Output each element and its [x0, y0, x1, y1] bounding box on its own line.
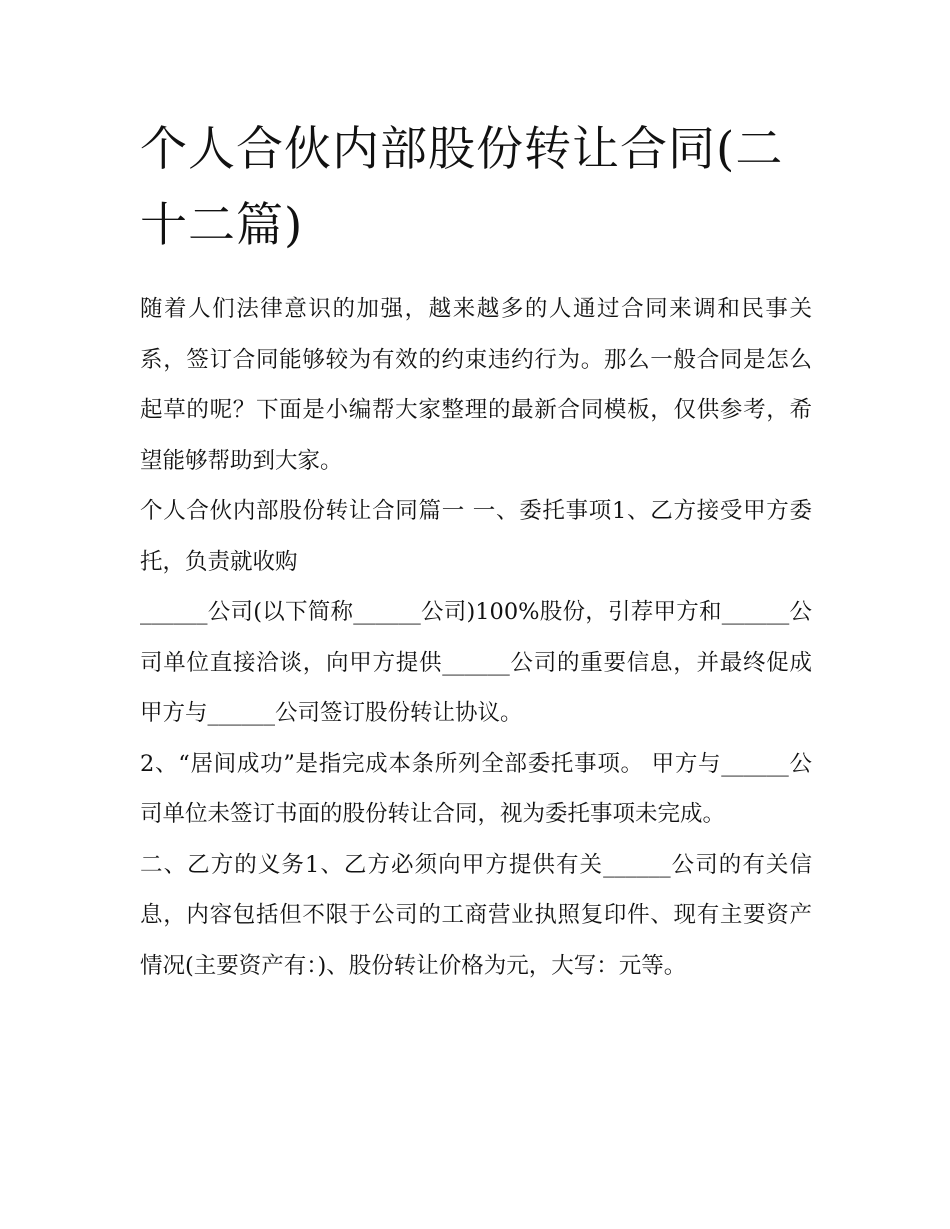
acquisition-details-paragraph: ______公司(以下简称______公司)100%股份，引荐甲方和______公司单位直接洽谈，向甲方提供______公司的重要信息，并最终促成甲方与______公司签订股份转让协议。	[140, 599, 812, 726]
document-title: 个人合伙内部股份转让合同(二十二篇)	[140, 122, 784, 253]
entrusted-matters-paragraph: 个人合伙内部股份转让合同篇一 一、委托事项1、乙方接受甲方委托，负责就收购	[140, 498, 812, 575]
intro-paragraph: 随着人们法律意识的加强，越来越多的人通过合同来调和民事关系，签订合同能够较为有效的约束违约行为。那么一般合同是怎么起草的呢？下面是小编帮大家整理的最新合同模板，仅供参考，希望能够帮助到大家。	[140, 296, 812, 474]
party-b-obligations-paragraph: 二、乙方的义务1、乙方必须向甲方提供有关______公司的有关信息，内容包括但不限于公司的工商营业执照复印件、现有主要资产情况(主要资产有：)、股份转让价格为元，大写：元等。	[140, 851, 812, 979]
mediation-success-paragraph: 2、“居间成功”是指完成本条所列全部委托事项。 甲方与______公司单位未签订书面的股份转让合同，视为委托事项未完成。	[140, 750, 812, 827]
document-body	[140, 112, 812, 991]
